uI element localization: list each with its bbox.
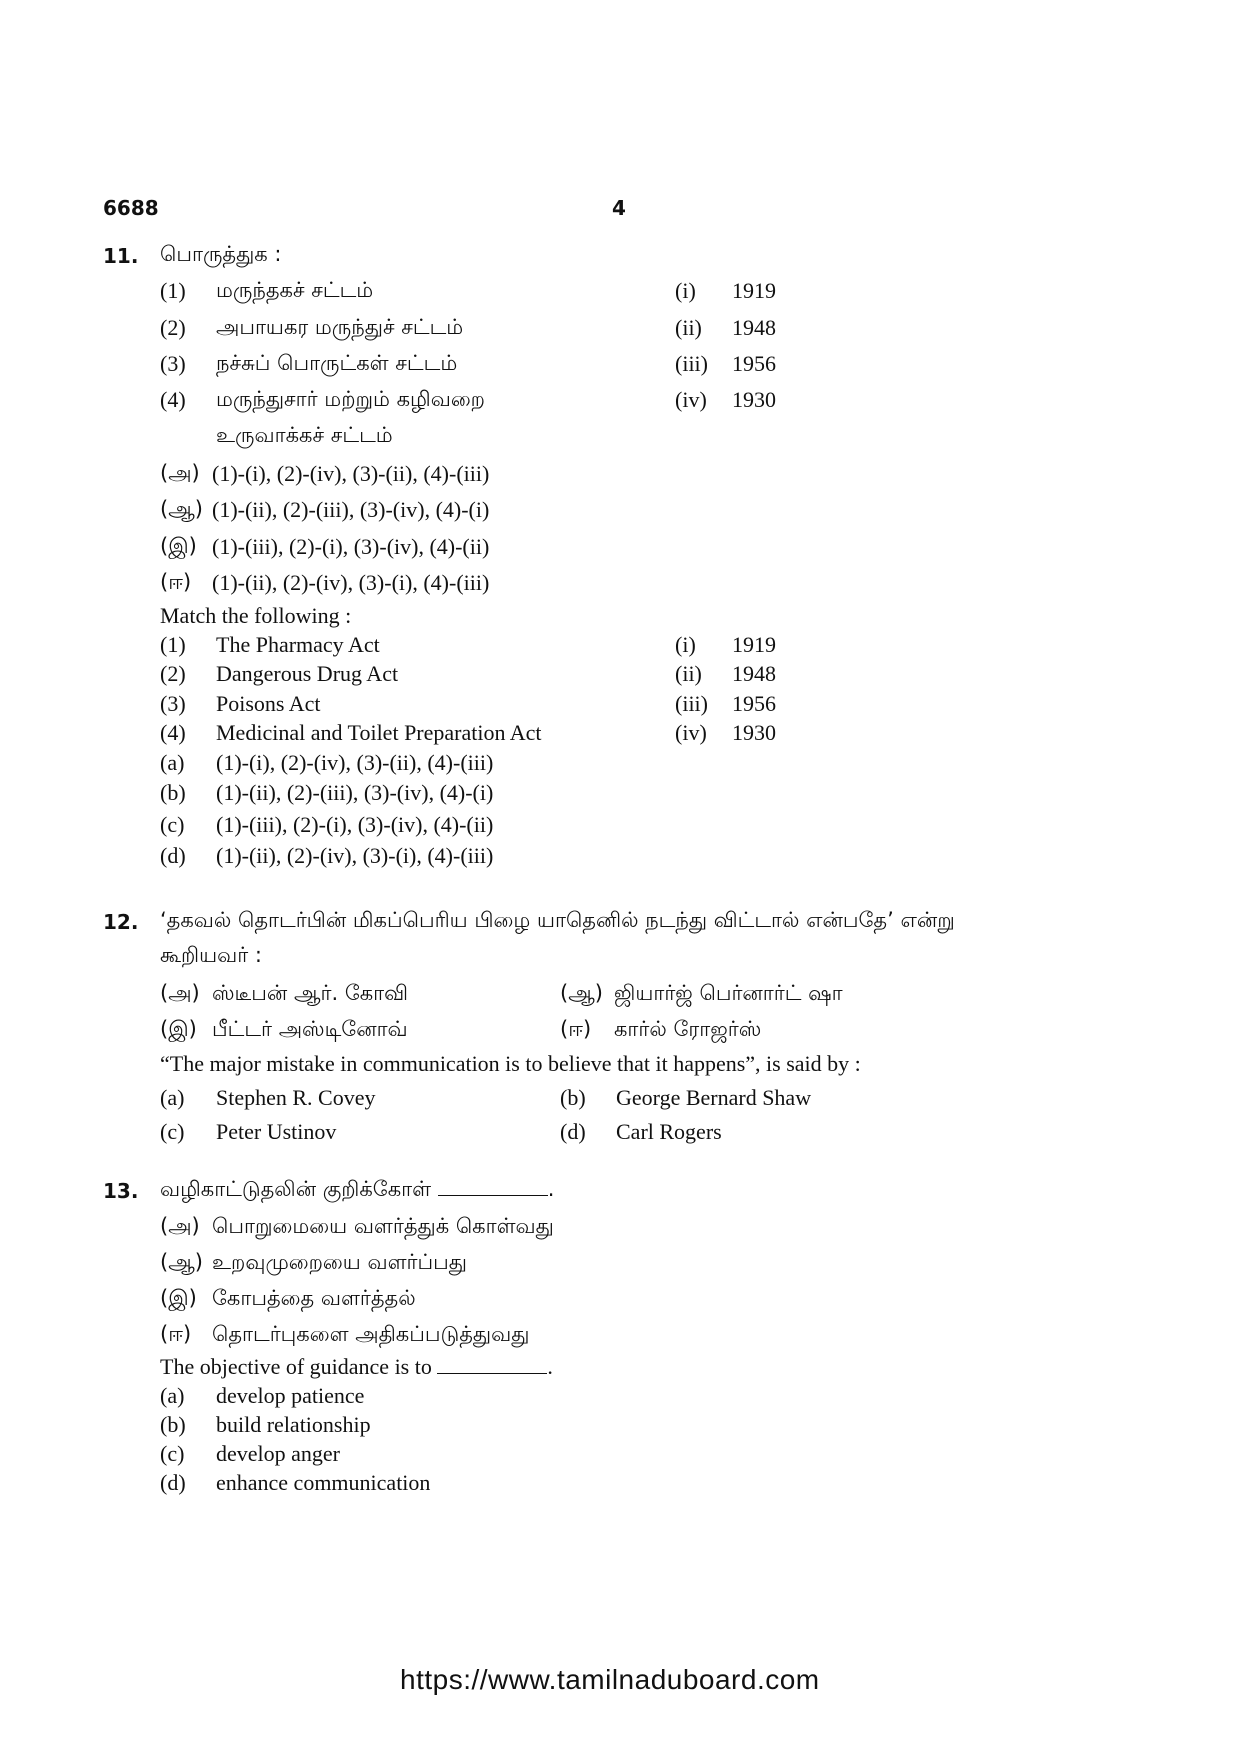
option-label: (ஈ) [560, 1017, 592, 1041]
option-label: (c) [160, 1441, 185, 1466]
answer-blank [438, 1179, 548, 1196]
item-year: 1930 [732, 720, 776, 745]
item-year: 1948 [732, 661, 776, 686]
item-year: 1919 [732, 632, 776, 657]
option-label: (b) [160, 780, 186, 805]
option-text: Carl Rogers [616, 1119, 722, 1144]
question-prompt-tamil [160, 1177, 554, 1204]
item-roman: (i) [675, 632, 696, 657]
option-label: (ஆ) [560, 981, 603, 1005]
option-label: (a) [160, 750, 185, 775]
item-year: 1948 [732, 315, 776, 340]
prompt-text: வழிகாட்டுதலின் குறிக்கோள் [160, 1177, 432, 1201]
option-label: (c) [160, 812, 185, 837]
item-number: (2) [160, 315, 186, 340]
item-number: (1) [160, 632, 186, 657]
option-label: (d) [560, 1119, 586, 1144]
answer-blank [437, 1357, 547, 1374]
option-text: கோபத்தை வளர்த்தல் [212, 1286, 416, 1310]
item-roman: (iii) [675, 691, 708, 716]
item-text: அபாயகர மருந்துச் சட்டம் [216, 315, 464, 339]
item-text: The Pharmacy Act [216, 632, 380, 657]
question-number: 12. [103, 910, 139, 934]
option-text: (1)-(i), (2)-(iv), (3)-(ii), (4)-(iii) [216, 750, 494, 775]
option-text: ஜியார்ஜ் பெர்னார்ட் ஷா [614, 981, 843, 1005]
option-text: (1)-(iii), (2)-(i), (3)-(iv), (4)-(ii) [212, 534, 490, 559]
option-text: (1)-(ii), (2)-(iii), (3)-(iv), (4)-(i) [216, 780, 494, 805]
item-year: 1919 [732, 278, 776, 303]
option-label: (b) [160, 1412, 186, 1437]
question-number: 11. [103, 244, 139, 268]
option-text: George Bernard Shaw [616, 1085, 812, 1110]
item-number: (2) [160, 661, 186, 686]
option-label: (c) [160, 1119, 185, 1144]
item-number: (3) [160, 691, 186, 716]
prompt-period: . [547, 1177, 555, 1201]
item-roman: (i) [675, 278, 696, 303]
option-label: (ஈ) [160, 1322, 192, 1346]
question-number: 13. [103, 1179, 139, 1203]
item-roman: (iii) [675, 351, 708, 376]
option-text: (1)-(i), (2)-(iv), (3)-(ii), (4)-(iii) [212, 461, 490, 486]
option-text: தொடர்புகளை அதிகப்படுத்துவது [212, 1322, 530, 1346]
option-label: (d) [160, 843, 186, 868]
paper-code: 6688 [103, 196, 159, 220]
option-text: develop anger [216, 1441, 340, 1466]
item-text: மருந்தகச் சட்டம் [216, 278, 374, 302]
option-text: build relationship [216, 1412, 371, 1437]
option-label: (அ) [160, 1214, 200, 1238]
option-label: (ஈ) [160, 570, 192, 594]
option-text: பீட்டர் அஸ்டினோவ் [212, 1017, 408, 1041]
option-text: (1)-(ii), (2)-(iv), (3)-(i), (4)-(iii) [216, 843, 494, 868]
question-prompt-tamil-continued: கூறியவர் : [160, 943, 262, 967]
option-label: (ஆ) [160, 497, 203, 521]
option-text: (1)-(ii), (2)-(iii), (3)-(iv), (4)-(i) [212, 497, 490, 522]
question-prompt-tamil: பொருத்துக : [160, 242, 282, 266]
footer-url[interactable]: https://www.tamilnaduboard.com [400, 1664, 820, 1695]
option-text: Peter Ustinov [216, 1119, 337, 1144]
option-label: (ஆ) [160, 1250, 203, 1274]
question-prompt-english: “The major mistake in communication is to believe that it happens”, is said by : [160, 1051, 861, 1076]
option-label: (அ) [160, 461, 200, 485]
item-year: 1930 [732, 387, 776, 412]
option-text: உறவுமுறையை வளர்ப்பது [212, 1250, 467, 1274]
item-year: 1956 [732, 351, 776, 376]
item-number: (4) [160, 720, 186, 745]
item-year: 1956 [732, 691, 776, 716]
option-label: (இ) [160, 1286, 197, 1310]
option-label: (இ) [160, 1017, 197, 1041]
item-text-continued: உருவாக்கச் சட்டம் [216, 423, 393, 447]
item-number: (4) [160, 387, 186, 412]
item-text: Poisons Act [216, 691, 321, 716]
item-text: Medicinal and Toilet Preparation Act [216, 720, 542, 745]
option-label: (a) [160, 1383, 185, 1408]
page-number: 4 [612, 196, 626, 220]
item-roman: (iv) [675, 387, 707, 412]
item-number: (1) [160, 278, 186, 303]
question-prompt-english: Match the following : [160, 603, 352, 628]
item-text: Dangerous Drug Act [216, 661, 399, 686]
option-label: (அ) [160, 981, 200, 1005]
item-number: (3) [160, 351, 186, 376]
prompt-period: . [547, 1354, 553, 1379]
option-text: பொறுமையை வளர்த்துக் கொள்வது [212, 1214, 554, 1238]
item-roman: (ii) [675, 661, 702, 686]
option-text: (1)-(iii), (2)-(i), (3)-(iv), (4)-(ii) [216, 812, 494, 837]
question-prompt-tamil: ‘தகவல் தொடர்பின் மிகப்பெரிய பிழை யாதெனில் நடந்து விட்டால் என்பதே’ என்று [160, 908, 955, 932]
question-prompt-english [160, 1354, 553, 1380]
item-roman: (iv) [675, 720, 707, 745]
option-text: (1)-(ii), (2)-(iv), (3)-(i), (4)-(iii) [212, 570, 490, 595]
option-text: enhance communication [216, 1470, 431, 1495]
option-label: (b) [560, 1085, 586, 1110]
option-text: develop patience [216, 1383, 365, 1408]
option-text: கார்ல் ரோஜர்ஸ் [614, 1017, 762, 1041]
item-roman: (ii) [675, 315, 702, 340]
item-text: மருந்துசார் மற்றும் கழிவறை [216, 387, 485, 411]
option-text: ஸ்டீபன் ஆர். கோவி [212, 981, 409, 1005]
option-label: (இ) [160, 534, 197, 558]
item-text: நச்சுப் பொருட்கள் சட்டம் [216, 351, 458, 375]
option-label: (a) [160, 1085, 185, 1110]
option-text: Stephen R. Covey [216, 1085, 376, 1110]
option-label: (d) [160, 1470, 186, 1495]
prompt-text: The objective of guidance is to [160, 1354, 432, 1379]
